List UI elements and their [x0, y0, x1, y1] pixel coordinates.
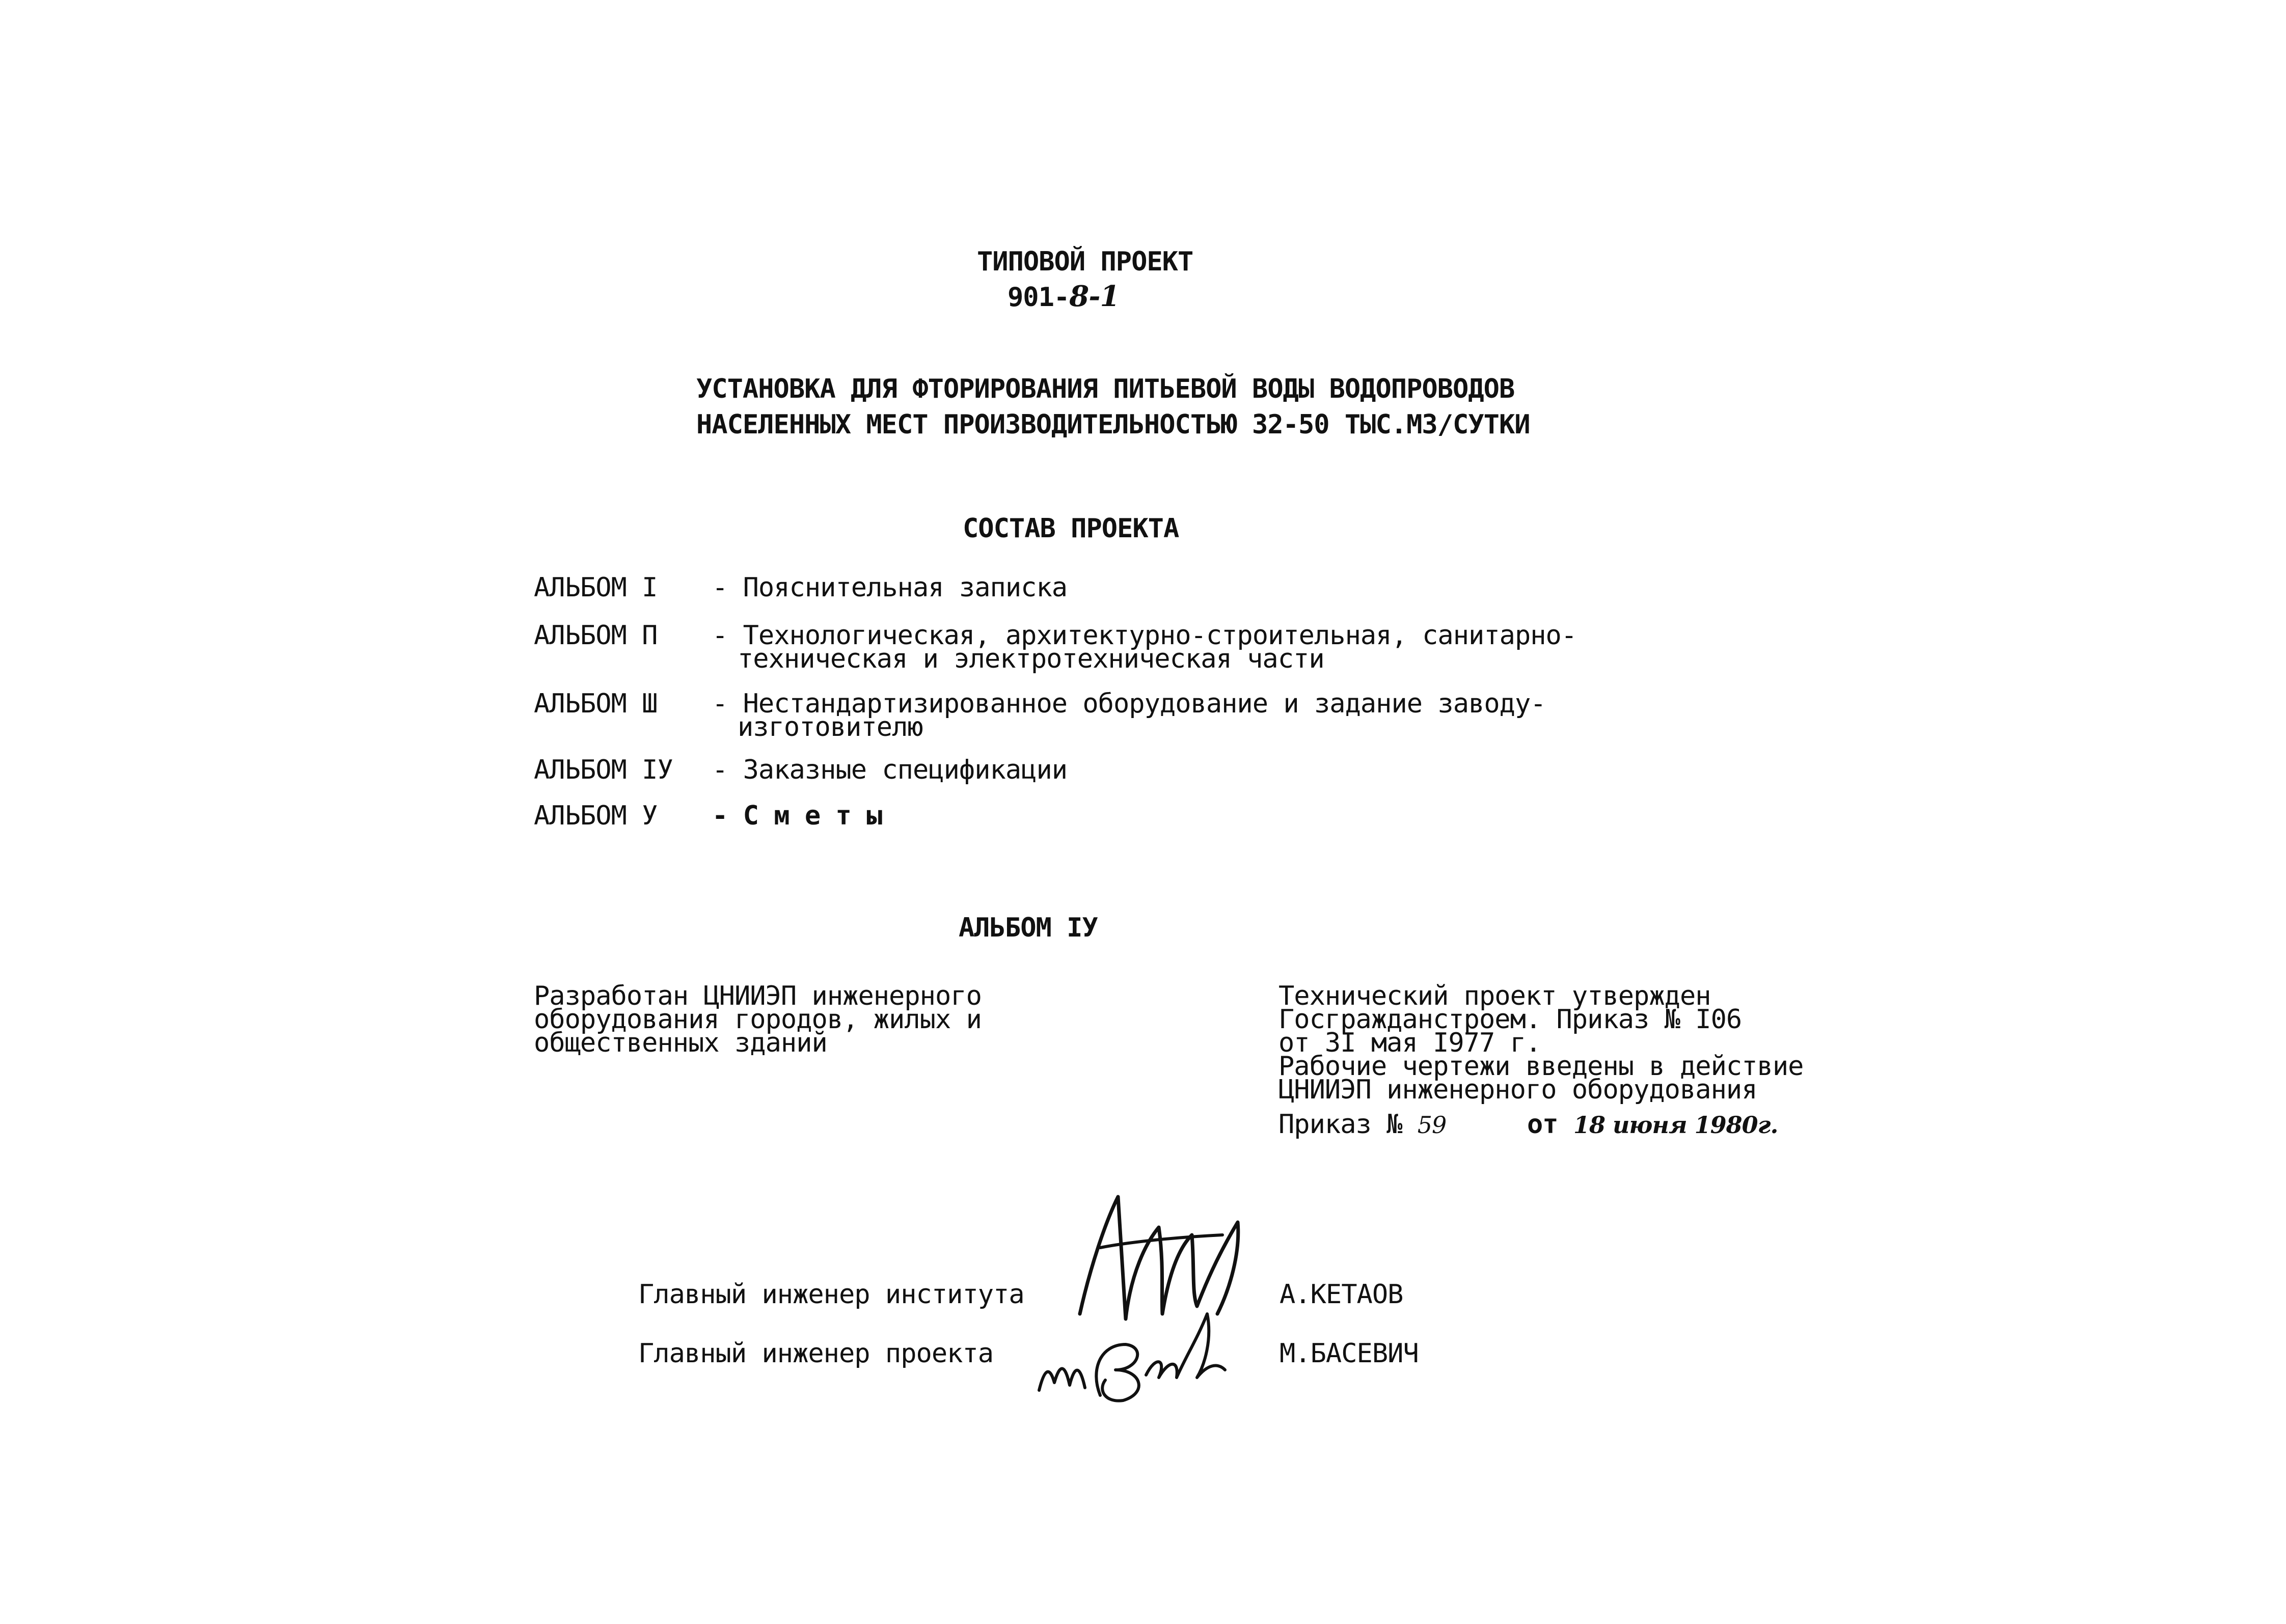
album-description-cont: изготовителю: [738, 712, 923, 742]
approval-line: Госгражданстроем. Приказ № I06: [1278, 1004, 1742, 1035]
album-description: - Заказные спецификации: [712, 755, 1068, 785]
album-description: - Пояснительная записка: [712, 572, 1068, 603]
order-date-prefix: от: [1527, 1109, 1558, 1140]
approval-line: Рабочие чертежи введены в действие: [1278, 1051, 1804, 1082]
order-number: 59: [1417, 1111, 1447, 1139]
album-label: АЛЬБОМ Ш: [534, 689, 658, 719]
approval-line: ЦНИИЭП инженерного оборудования: [1278, 1075, 1757, 1105]
album-description: - Технологическая, архитектурно-строительная, санитарно-: [712, 620, 1577, 651]
composition-heading: СОСТАВ ПРОЕКТА: [963, 513, 1179, 544]
title-line-2: НАСЕЛЕННЫХ МЕСТ ПРОИЗВОДИТЕЛЬНОСТЬЮ 32-50 ТЫС.МЗ/СУТКИ: [696, 409, 1530, 440]
signature-role: Главный инженер проекта: [638, 1338, 994, 1369]
album-label: АЛЬБОМ I: [534, 572, 658, 603]
project-code-printed: 901-: [1008, 282, 1070, 313]
order-line: [1278, 1111, 1446, 1138]
signature-name: М.БАСЕВИЧ: [1280, 1338, 1419, 1369]
title-line-1: УСТАНОВКА ДЛЯ ФТОРИРОВАНИЯ ПИТЬЕВОЙ ВОДЫ ВОДОПРОВОДОВ: [696, 374, 1515, 404]
approval-line: Технический проект утвержден: [1278, 981, 1711, 1011]
album-description: - С м е т ы: [712, 801, 882, 831]
current-album-heading: АЛЬБОМ IУ: [959, 913, 1098, 943]
signature-role: Главный инженер института: [638, 1279, 1024, 1310]
project-code-handwritten: 8-1: [1069, 280, 1120, 313]
album-description: - Нестандартизированное оборудование и задание заводу-: [712, 689, 1546, 719]
album-label: АЛЬБОМ У: [534, 801, 658, 831]
approval-line: от 3I мая I977 г.: [1278, 1028, 1541, 1058]
album-label: АЛЬБОМ IУ: [534, 755, 673, 785]
project-heading: ТИПОВОЙ ПРОЕКТ: [977, 246, 1193, 277]
developer-line: общественных зданий: [534, 1028, 827, 1058]
order-date: 18 июня 1980г.: [1573, 1111, 1778, 1139]
developer-line: оборудования городов, жилых и: [534, 1004, 982, 1035]
album-description-cont: техническая и электротехническая части: [738, 644, 1324, 674]
album-label: АЛЬБОМ П: [534, 620, 658, 651]
signature-name: А.КЕТАОВ: [1280, 1279, 1403, 1310]
project-code: [1008, 282, 1119, 311]
order-label: Приказ №: [1278, 1109, 1402, 1140]
developer-line: Разработан ЦНИИЭП инженерного: [534, 981, 982, 1011]
order-date-line: [1527, 1111, 1778, 1138]
signature-basevich: [1029, 1293, 1233, 1411]
